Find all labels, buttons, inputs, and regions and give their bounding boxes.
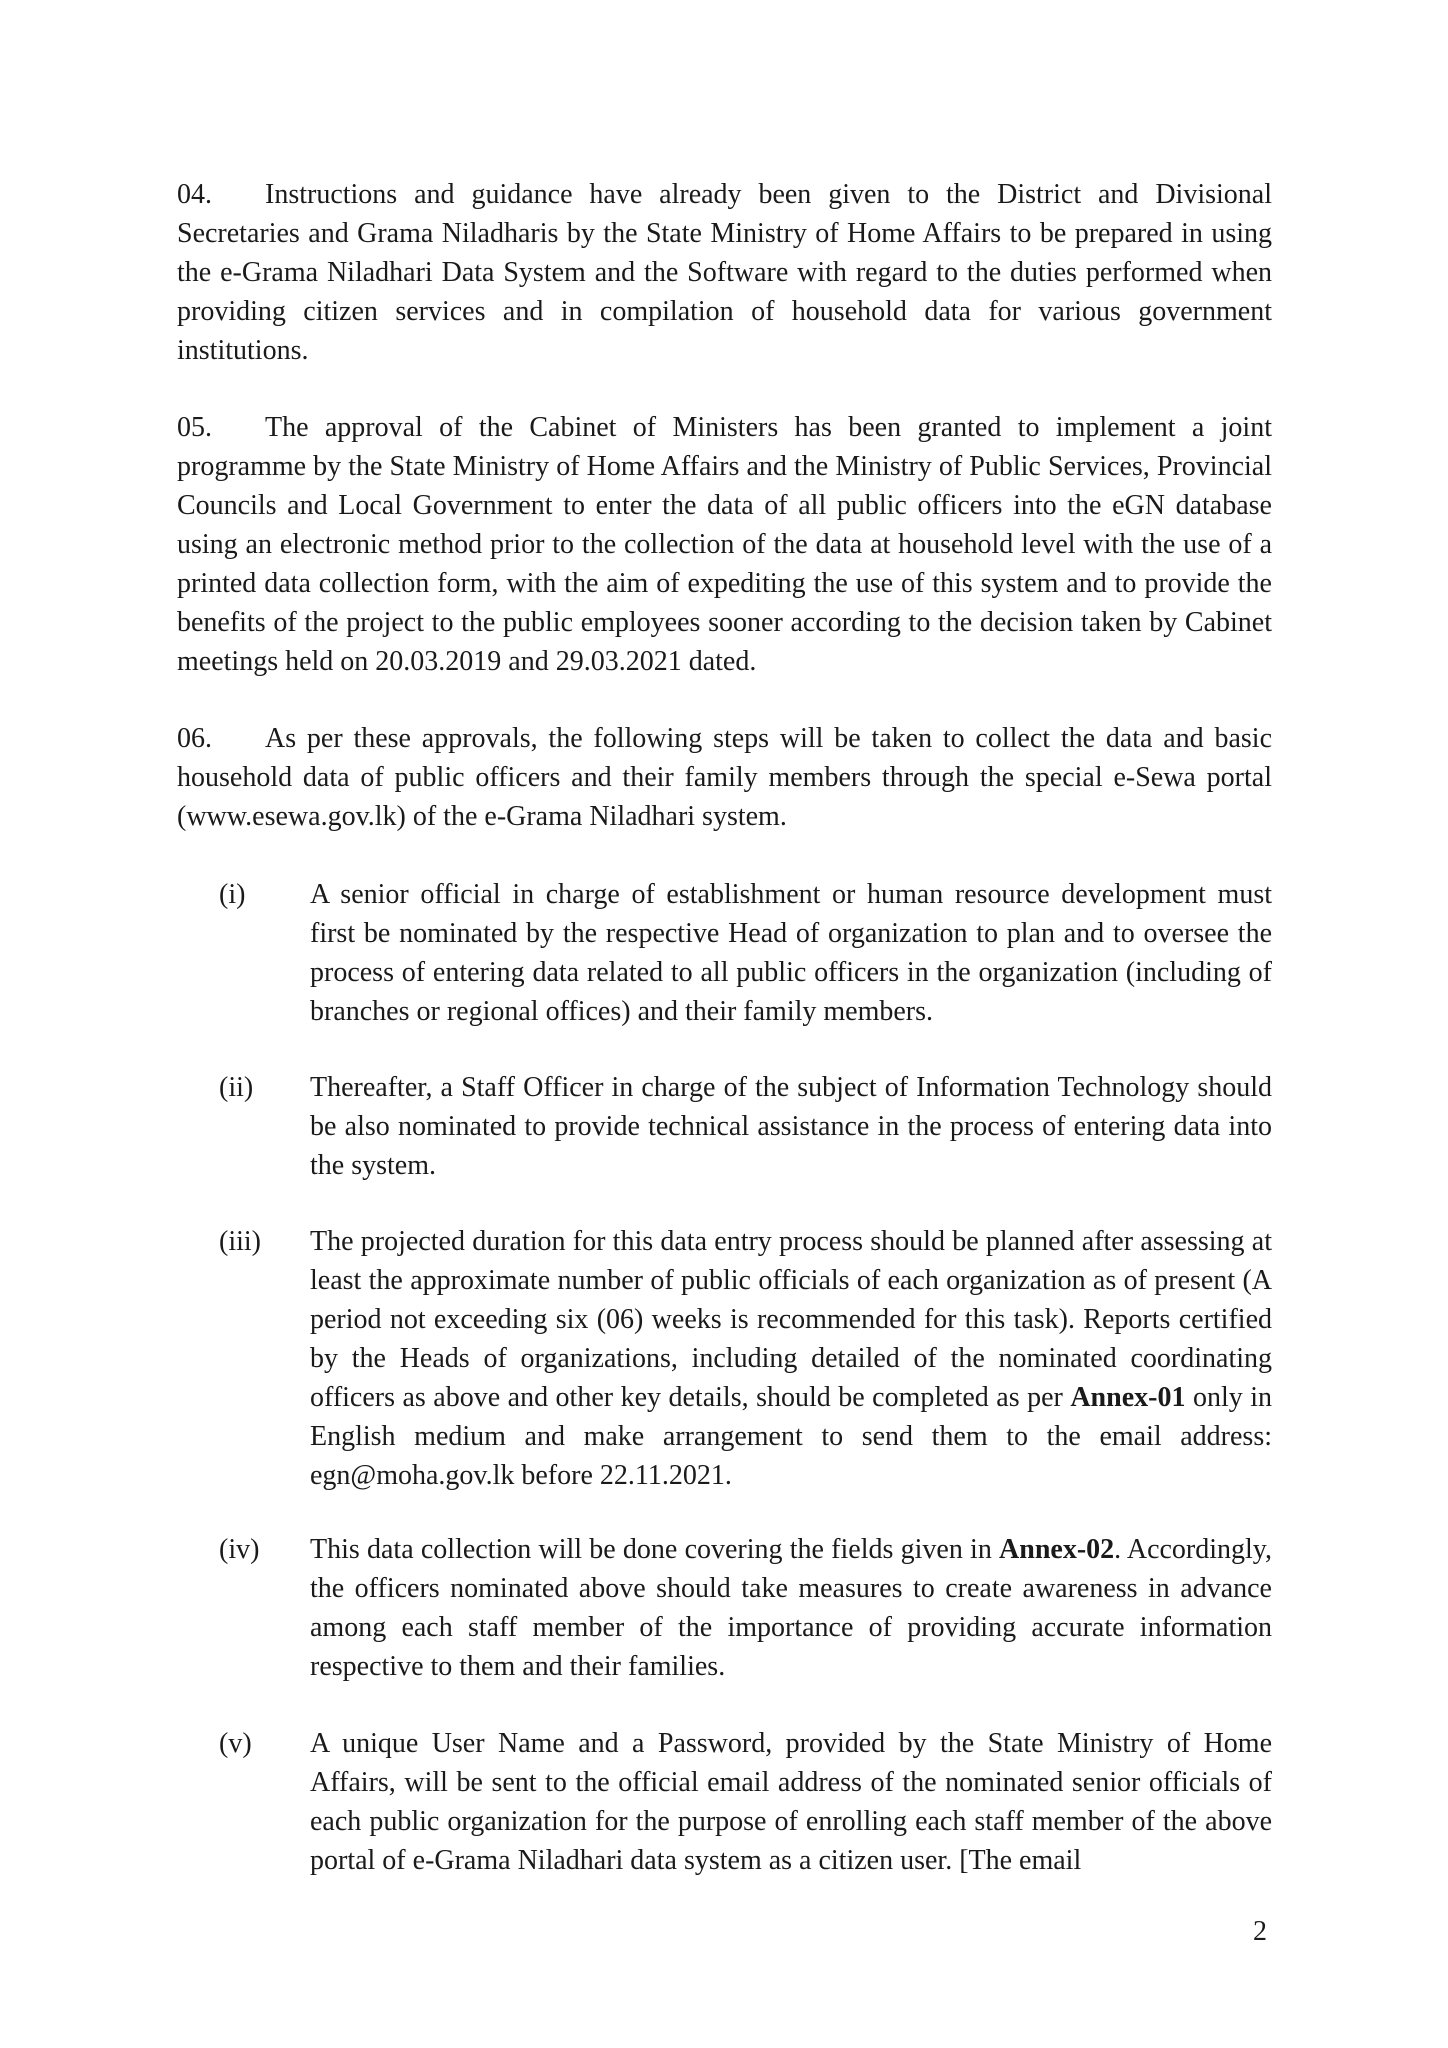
list-item-text-part: only in English medium and make arrangement to send them to the email address: egn@moha.gov.lk before 22.11.2021. [310, 1382, 1272, 1491]
paragraph-text: As per these approvals, the following steps will be taken to collect the data and basic household data of public officers and their family members through the special e-Sewa portal (www.esewa.gov.lk) of the e-Grama Niladhari system. [177, 723, 1272, 832]
annex-02-reference: Annex-02 [999, 1534, 1115, 1565]
list-item-text: A unique User Name and a Password, provided by the State Ministry of Home Affairs, will be sent to the official email address of the nominated senior officials of each public organization for the purpose of enrolling each staff member of the above portal of e-Grama Niladhari data system as a citizen user. [The email [310, 1728, 1272, 1876]
list-item-marker: (v) [219, 1728, 252, 1759]
list-item-text-part: The projected duration for this data entry process should be planned after assessing at least the approximate number of public officials of each organization as of present (A period not exceeding six (06) weeks is recommended for this task). Reports certified by the Heads of organizations, including detailed of the nominated coordinating officers as above and other key details, should be completed as per [310, 1226, 1272, 1413]
list-item-text-part: This data collection will be done covering the fields given in [310, 1534, 1000, 1565]
paragraph-05 [177, 408, 1272, 681]
list-item-iii [177, 1222, 1272, 1495]
list-item-text-part: . Accordingly, the officers nominated above should take measures to create awareness in advance among each staff member of the importance of providing accurate information respective to them and their families. [310, 1534, 1272, 1682]
list-item-text: Thereafter, a Staff Officer in charge of the subject of Information Technology should be also nominated to provide technical assistance in the process of entering data into the system. [310, 1072, 1272, 1181]
paragraph-text: The approval of the Cabinet of Ministers has been granted to implement a joint programme by the State Ministry of Home Affairs and the Ministry of Public Services, Provincial Councils and Local Government to enter the data of all public officers into the eGN database using an electronic method prior to the collection of the data at household level with the use of a printed data collection form, with the aim of expediting the use of this system and to provide the benefits of the project to the public employees sooner according to the decision taken by Cabinet meetings held on 20.03.2019 and 29.03.2021 dated. [177, 412, 1272, 677]
paragraph-number: 06. [177, 723, 212, 754]
paragraph-04 [177, 175, 1272, 370]
paragraph-number: 05. [177, 412, 212, 443]
paragraph-number: 04. [177, 179, 212, 210]
list-item-marker: (i) [219, 879, 246, 910]
list-item-text [310, 1222, 1272, 1495]
list-item-i [177, 875, 1272, 1031]
list-item-iv [177, 1530, 1272, 1686]
list-item-text [310, 1530, 1272, 1686]
list-item-text: A senior official in charge of establishment or human resource development must first be nominated by the respective Head of organization to plan and to oversee the process of entering data related to all public officers in the organization (including of branches or regional offices) and their family members. [310, 879, 1272, 1027]
paragraph-text: Instructions and guidance have already been given to the District and Divisional Secretaries and Grama Niladharis by the State Ministry of Home Affairs to be prepared in using the e-Grama Niladhari Data System and the Software with regard to the duties performed when providing citizen services and in compilation of household data for various government institutions. [177, 179, 1272, 366]
paragraph-06 [177, 719, 1272, 836]
list-item-marker: (ii) [219, 1072, 254, 1103]
annex-01-reference: Annex-01 [1070, 1382, 1186, 1413]
list-item-ii [177, 1068, 1272, 1185]
page-number: 2 [1253, 1916, 1267, 1947]
list-item-marker: (iii) [219, 1226, 261, 1257]
list-item-marker: (iv) [219, 1534, 260, 1565]
list-item-v [177, 1724, 1272, 1880]
